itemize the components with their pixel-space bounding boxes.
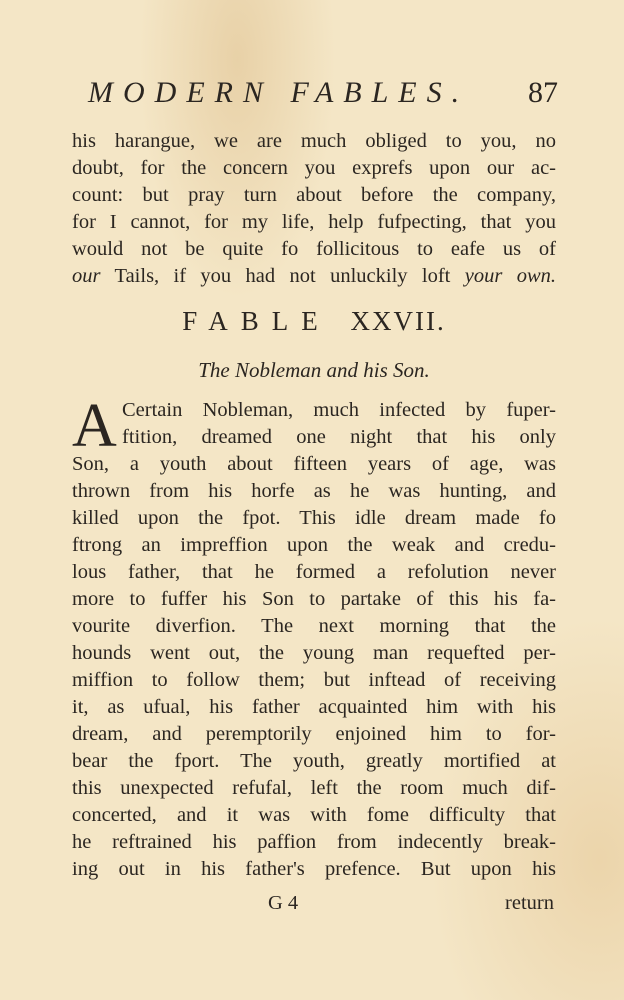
text-line: thrown from his horfe as he was hunting, and [72, 480, 556, 502]
text-line: this unexpected refufal, left the room much dif- [72, 777, 556, 799]
text-line: doubt, for the concern you exprefs upon our ac- [72, 157, 556, 179]
fable-heading [72, 306, 556, 337]
text-line: count: but pray turn about before the company, [72, 184, 556, 206]
continued-passage [72, 128, 556, 290]
page-footer [72, 892, 556, 920]
drop-cap: A [72, 392, 117, 460]
text-line: more to fuffer his Son to partake of this his fa- [72, 588, 556, 610]
text-line: ing out in his father's prefence. But upon his [72, 858, 556, 880]
text-fragment: Tails, if you had not unluckily loft [100, 265, 465, 287]
text-line: hounds went out, the young man requefted per- [72, 642, 556, 664]
text-line: bear the fport. The youth, greatly mortified at [72, 750, 556, 772]
text-line: killed upon the fpot. This idle dream made fo [72, 507, 556, 529]
text-line: for I cannot, for my life, help fufpecting, that you [72, 211, 556, 233]
text-line: dream, and peremptorily enjoined him to for- [72, 723, 556, 745]
fable-heading-number: XXVII. [350, 306, 446, 336]
text-line: Son, a youth about fifteen years of age, was [72, 453, 556, 475]
text-line: concerted, and it was with fome difficulty that [72, 804, 556, 826]
text-line: it, as ufual, his father acquainted him with his [72, 696, 556, 718]
text-line [72, 263, 556, 290]
text-line: vourite diverfion. The next morning that the [72, 615, 556, 637]
italic-word: your own. [464, 265, 556, 287]
text-line: lous father, that he formed a refolution never [72, 561, 556, 583]
catchword: return [505, 892, 554, 914]
text-line: ftition, dreamed one night that his only [122, 426, 556, 448]
text-line: would not be quite fo follicitous to eafe us of [72, 238, 556, 260]
page-number: 87 [528, 76, 558, 109]
running-title: MODERN FABLES. [88, 76, 470, 109]
signature-mark: G 4 [268, 892, 299, 914]
fable-subtitle: The Nobleman and his Son. [198, 358, 430, 382]
fable-heading-word: FABLE [182, 306, 331, 336]
running-head [88, 76, 558, 116]
text-line: ftrong an impreffion upon the weak and credu- [72, 534, 556, 556]
text-line: miffion to follow them; but inftead of receiving [72, 669, 556, 691]
italic-word: our [72, 265, 101, 287]
text-line: Certain Nobleman, much infected by fuper- [122, 399, 556, 421]
text-line: he reftrained his paffion from indecently break- [72, 831, 556, 853]
text-line: his harangue, we are much obliged to you, no [72, 130, 556, 152]
fable-text [72, 392, 556, 883]
